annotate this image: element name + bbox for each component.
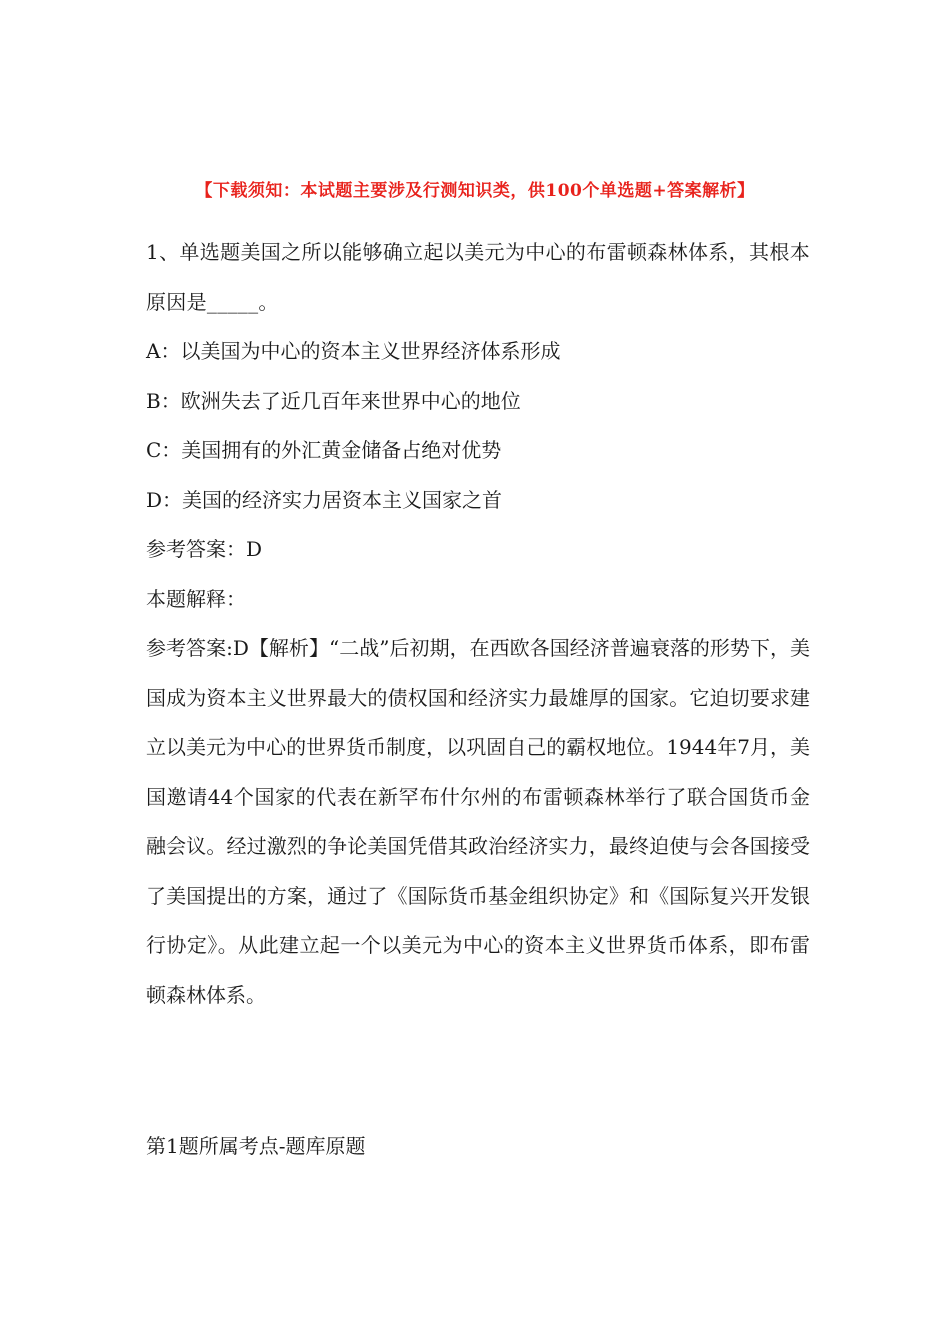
- option-c: C：美国拥有的外汇黄金储备占绝对优势: [146, 438, 502, 462]
- explanation-label: 本题解释：: [146, 586, 246, 611]
- exam-point: 第1题所属考点-题库原题: [146, 1134, 366, 1158]
- explanation-text: 参考答案:D【解析】“二战”后初期，在西欧各国经济普遍衰落的形势下，美国成为资本主义世界最大的债权国和经济实力最雄厚的国家。它迫切要求建立以美元为中心的世界货币制度，以巩固自己的霸权地位。1944年7月，美国邀请44个国家的代表在新罕布什尔州的布雷顿森林举行了联合国货币金融会议。经过激烈的争论美国凭借其政治经济实力，最终迫使与会各国接受了美国提出的方案，通过了《国际货币基金组织协定》和《国际复兴开发银行协定》。从此建立起一个以美元为中心的资本主义世界货币体系，即布雷顿森林体系。: [146, 636, 810, 1007]
- option-d: D：美国的经济实力居资本主义国家之首: [146, 487, 503, 512]
- option-b: B：欧洲失去了近几百年来世界中心的地位: [146, 388, 521, 413]
- question-stem: 1、单选题美国之所以能够确立起以美元为中心的布雷顿森林体系，其根本原因是_____。: [146, 240, 810, 314]
- reference-answer: 参考答案：D: [146, 537, 263, 561]
- question-block: [146, 228, 810, 1020]
- download-notice: 【下载须知：本试题主要涉及行测知识类，供100个单选题+答案解析】: [195, 181, 755, 201]
- option-a: A：以美国为中心的资本主义世界经济体系形成: [146, 339, 561, 363]
